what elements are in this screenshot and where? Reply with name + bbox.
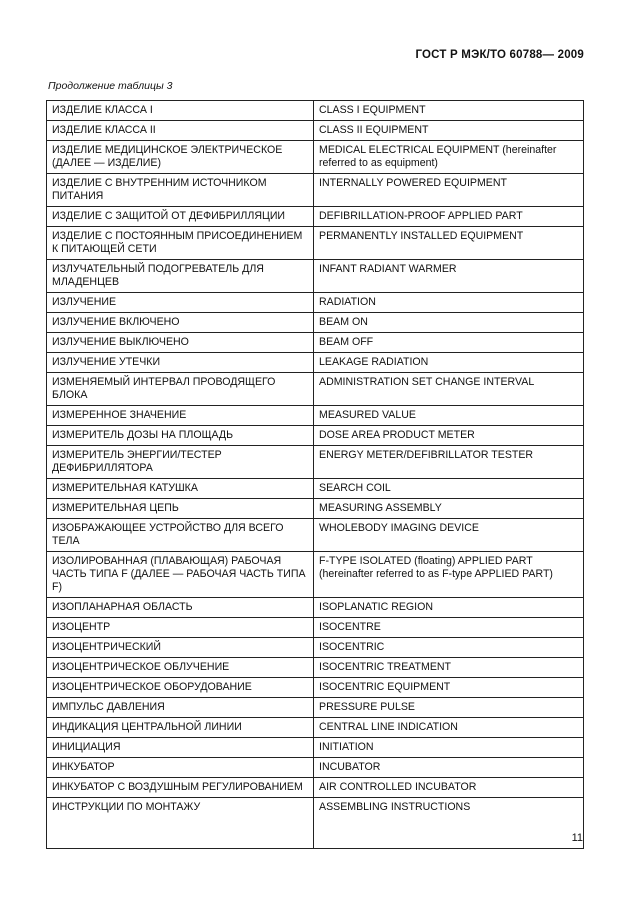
term-english: ISOCENTRIC TREATMENT bbox=[314, 658, 584, 678]
term-english: MEDICAL ELECTRICAL EQUIPMENT (hereinafter referred to as equipment) bbox=[314, 141, 584, 174]
table-row bbox=[47, 738, 584, 758]
table-row bbox=[47, 678, 584, 698]
table-row bbox=[47, 174, 584, 207]
table-row bbox=[47, 718, 584, 738]
table-row bbox=[47, 207, 584, 227]
term-russian: ИНКУБАТОР С ВОЗДУШНЫМ РЕГУЛИРОВАНИЕМ bbox=[47, 778, 314, 798]
term-english: MEASURING ASSEMBLY bbox=[314, 499, 584, 519]
term-english: INITIATION bbox=[314, 738, 584, 758]
term-english: DOSE AREA PRODUCT METER bbox=[314, 426, 584, 446]
table-row bbox=[47, 698, 584, 718]
term-russian: ИЗЛУЧЕНИЕ ВКЛЮЧЕНО bbox=[47, 313, 314, 333]
terms-table-body bbox=[47, 101, 584, 849]
term-russian: ИЗОБРАЖАЮЩЕЕ УСТРОЙСТВО ДЛЯ ВСЕГО ТЕЛА bbox=[47, 519, 314, 552]
term-russian: ИЗДЕЛИЕ С ЗАЩИТОЙ ОТ ДЕФИБРИЛЛЯЦИИ bbox=[47, 207, 314, 227]
table-row bbox=[47, 552, 584, 598]
term-russian: ИЗМЕРИТЕЛЬ ЭНЕРГИИ/ТЕСТЕР ДЕФИБРИЛЛЯТОРА bbox=[47, 446, 314, 479]
term-english: CLASS II EQUIPMENT bbox=[314, 121, 584, 141]
term-russian: ИЗМЕРИТЕЛЬНАЯ ЦЕПЬ bbox=[47, 499, 314, 519]
term-russian: ИЗМЕРЕННОЕ ЗНАЧЕНИЕ bbox=[47, 406, 314, 426]
term-english: PERMANENTLY INSTALLED EQUIPMENT bbox=[314, 227, 584, 260]
term-english: ADMINISTRATION SET CHANGE INTERVAL bbox=[314, 373, 584, 406]
term-english: ISOCENTRIC bbox=[314, 638, 584, 658]
term-russian: ИЗДЕЛИЕ КЛАССА II bbox=[47, 121, 314, 141]
term-russian: ИЗМЕРИТЕЛЬ ДОЗЫ НА ПЛОЩАДЬ bbox=[47, 426, 314, 446]
page-number: 11 bbox=[571, 832, 583, 844]
table-row bbox=[47, 101, 584, 121]
term-russian: ИМПУЛЬС ДАВЛЕНИЯ bbox=[47, 698, 314, 718]
term-russian: ИЗДЕЛИЕ КЛАССА I bbox=[47, 101, 314, 121]
table-row bbox=[47, 638, 584, 658]
term-english: CENTRAL LINE INDICATION bbox=[314, 718, 584, 738]
table-row bbox=[47, 406, 584, 426]
table-row bbox=[47, 293, 584, 313]
term-english: ISOCENTRIC EQUIPMENT bbox=[314, 678, 584, 698]
term-english: F-TYPE ISOLATED (floating) APPLIED PART (hereinafter referred to as F-type APPLIED PART) bbox=[314, 552, 584, 598]
term-russian: ИЗОЦЕНТРИЧЕСКИЙ bbox=[47, 638, 314, 658]
table-row bbox=[47, 499, 584, 519]
terms-table bbox=[46, 100, 584, 849]
term-russian: ИЗЛУЧЕНИЕ УТЕЧКИ bbox=[47, 353, 314, 373]
table-row bbox=[47, 353, 584, 373]
term-english: INFANT RADIANT WARMER bbox=[314, 260, 584, 293]
term-russian: ИЗОЛИРОВАННАЯ (ПЛАВАЮЩАЯ) РАБОЧАЯ ЧАСТЬ ТИПА F (ДАЛЕЕ — РАБОЧАЯ ЧАСТЬ ТИПА F) bbox=[47, 552, 314, 598]
term-english: PRESSURE PULSE bbox=[314, 698, 584, 718]
term-english: CLASS I EQUIPMENT bbox=[314, 101, 584, 121]
term-english: MEASURED VALUE bbox=[314, 406, 584, 426]
term-russian: ИЗОЦЕНТР bbox=[47, 618, 314, 638]
table-row bbox=[47, 121, 584, 141]
term-russian: ИЗДЕЛИЕ С ВНУТРЕННИМ ИСТОЧНИКОМ ПИТАНИЯ bbox=[47, 174, 314, 207]
table-row bbox=[47, 598, 584, 618]
term-russian: ИЗДЕЛИЕ МЕДИЦИНСКОЕ ЭЛЕКТРИЧЕСКОЕ (ДАЛЕЕ — ИЗДЕЛИЕ) bbox=[47, 141, 314, 174]
term-english: BEAM ON bbox=[314, 313, 584, 333]
term-russian: ИНКУБАТОР bbox=[47, 758, 314, 778]
term-english: ISOCENTRE bbox=[314, 618, 584, 638]
table-row bbox=[47, 758, 584, 778]
term-russian: ИНДИКАЦИЯ ЦЕНТРАЛЬНОЙ ЛИНИИ bbox=[47, 718, 314, 738]
table-row bbox=[47, 658, 584, 678]
term-english: BEAM OFF bbox=[314, 333, 584, 353]
table-row bbox=[47, 313, 584, 333]
term-english: AIR CONTROLLED INCUBATOR bbox=[314, 778, 584, 798]
table-row bbox=[47, 260, 584, 293]
table-row bbox=[47, 227, 584, 260]
term-english: INTERNALLY POWERED EQUIPMENT bbox=[314, 174, 584, 207]
table-row bbox=[47, 618, 584, 638]
term-russian: ИЗОПЛАНАРНАЯ ОБЛАСТЬ bbox=[47, 598, 314, 618]
table-row bbox=[47, 373, 584, 406]
table-row bbox=[47, 333, 584, 353]
term-english: ASSEMBLING INSTRUCTIONS bbox=[314, 798, 584, 849]
term-english: SEARCH COIL bbox=[314, 479, 584, 499]
table-row bbox=[47, 141, 584, 174]
term-russian: ИНИЦИАЦИЯ bbox=[47, 738, 314, 758]
term-russian: ИЗЛУЧАТЕЛЬНЫЙ ПОДОГРЕВАТЕЛЬ ДЛЯ МЛАДЕНЦЕВ bbox=[47, 260, 314, 293]
term-russian: ИНСТРУКЦИИ ПО МОНТАЖУ bbox=[47, 798, 314, 849]
term-english: INCUBATOR bbox=[314, 758, 584, 778]
term-russian: ИЗМЕНЯЕМЫЙ ИНТЕРВАЛ ПРОВОДЯЩЕГО БЛОКА bbox=[47, 373, 314, 406]
term-russian: ИЗДЕЛИЕ С ПОСТОЯННЫМ ПРИСОЕДИНЕНИЕМ К ПИТАЮЩЕЙ СЕТИ bbox=[47, 227, 314, 260]
term-russian: ИЗОЦЕНТРИЧЕСКОЕ ОБОРУДОВАНИЕ bbox=[47, 678, 314, 698]
term-english: ISOPLANATIC REGION bbox=[314, 598, 584, 618]
table-row bbox=[47, 798, 584, 849]
term-english: DEFIBRILLATION-PROOF APPLIED PART bbox=[314, 207, 584, 227]
term-russian: ИЗОЦЕНТРИЧЕСКОЕ ОБЛУЧЕНИЕ bbox=[47, 658, 314, 678]
term-english: WHOLEBODY IMAGING DEVICE bbox=[314, 519, 584, 552]
table-row bbox=[47, 479, 584, 499]
table-row bbox=[47, 519, 584, 552]
document-id: ГОСТ Р МЭК/ТО 60788— 2009 bbox=[415, 49, 584, 61]
table-row bbox=[47, 426, 584, 446]
term-english: ENERGY METER/DEFIBRILLATOR TESTER bbox=[314, 446, 584, 479]
term-russian: ИЗЛУЧЕНИЕ bbox=[47, 293, 314, 313]
term-russian: ИЗЛУЧЕНИЕ ВЫКЛЮЧЕНО bbox=[47, 333, 314, 353]
term-english: LEAKAGE RADIATION bbox=[314, 353, 584, 373]
term-english: RADIATION bbox=[314, 293, 584, 313]
table-caption: Продолжение таблицы 3 bbox=[48, 80, 173, 92]
table-row bbox=[47, 778, 584, 798]
term-russian: ИЗМЕРИТЕЛЬНАЯ КАТУШКА bbox=[47, 479, 314, 499]
table-row bbox=[47, 446, 584, 479]
